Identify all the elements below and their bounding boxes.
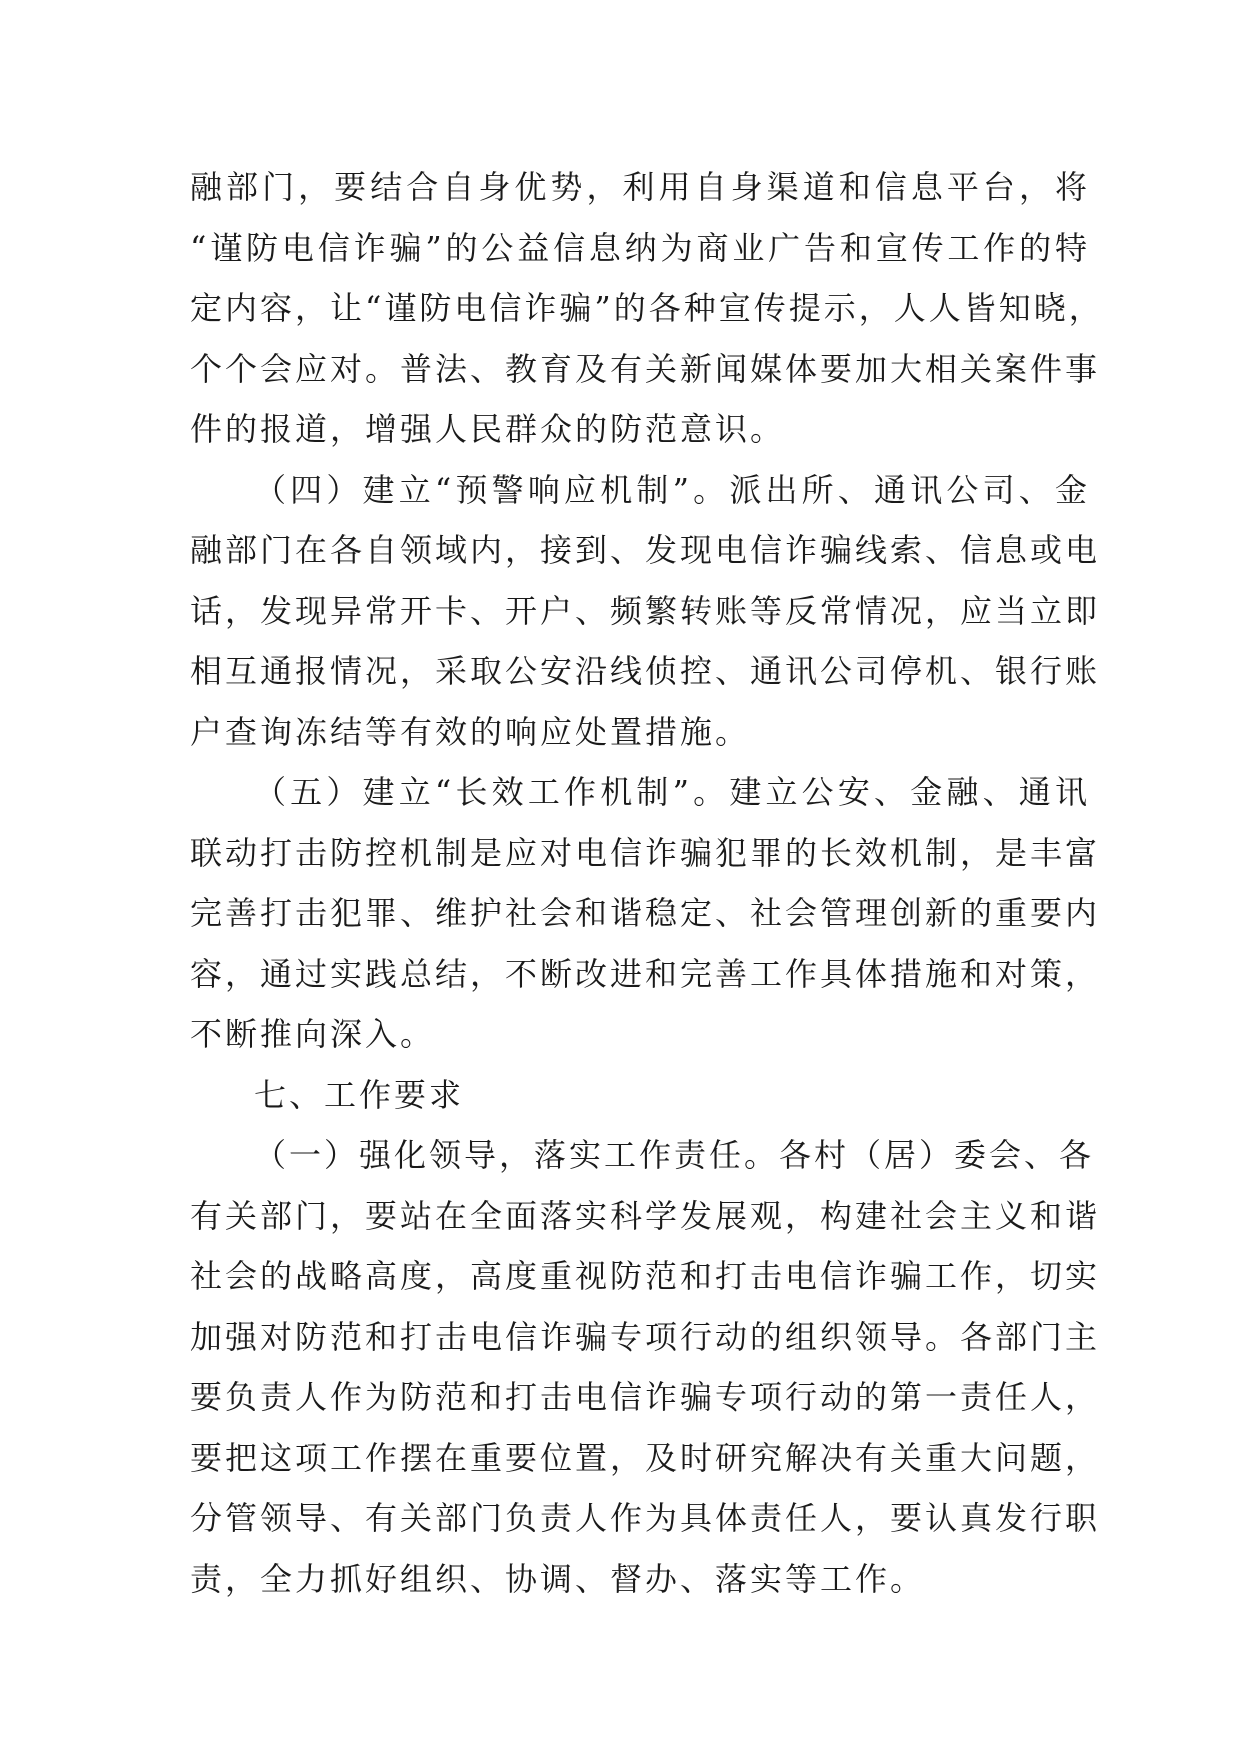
text-line: 完善打击犯罪、维护社会和谐稳定、社会管理创新的重要内 (190, 894, 1101, 932)
text-line: 个个会应对。普法、教育及有关新闻媒体要加大相关案件事 (190, 349, 1101, 388)
text-line: 不断推向深入。 (190, 1015, 436, 1053)
paragraph-start-line: （一）强化领导，落实工作责任。各村（居）委会、各 (254, 1136, 1095, 1174)
text-line: 要把这项工作摆在重要位置，及时研究解决有关重大问题， (190, 1438, 1101, 1477)
text-line: 加强对防范和打击电信诈骗专项行动的组织领导。各部门主 (190, 1317, 1101, 1356)
text-line: 件的报道，增强人民群众的防范意识。 (190, 410, 786, 448)
text-line: 话，发现异常开卡、开户、频繁转账等反常情况，应当立即 (190, 591, 1101, 630)
text-line: 分管领导、有关部门负责人作为具体责任人，要认真发行职 (190, 1499, 1101, 1537)
text-line: 联动打击防控机制是应对电信诈骗犯罪的长效机制，是丰富 (190, 833, 1101, 872)
text-line: 融部门在各自领域内，接到、发现电信诈骗线索、信息或电 (190, 531, 1101, 569)
text-line: 相互通报情况，采取公安沿线侦控、通讯公司停机、银行账 (190, 652, 1101, 690)
text-line: “谨防电信诈骗”的公益信息纳为商业广告和宣传工作的特 (190, 228, 1090, 267)
section-heading: 七、工作要求 (254, 1075, 465, 1114)
text-line: 户查询冻结等有效的响应处置措施。 (190, 712, 751, 751)
text-line: 容，通过实践总结，不断改进和完善工作具体措施和对策， (190, 954, 1101, 993)
text-line: 有关部门，要站在全面落实科学发展观，构建社会主义和谐 (190, 1196, 1101, 1235)
text-line: 责，全力抓好组织、协调、督办、落实等工作。 (190, 1559, 926, 1598)
text-line: 融部门，要结合自身优势，利用自身渠道和信息平台，将 (190, 168, 1090, 206)
paragraph-start-line: （四）建立“预警响应机制”。派出所、通讯公司、金 (254, 470, 1090, 509)
text-line: 定内容，让“谨防电信诈骗”的各种宣传提示，人人皆知晓， (190, 289, 1104, 327)
text-line: 社会的战略高度，高度重视防范和打击电信诈骗工作，切实 (190, 1257, 1101, 1295)
paragraph-start-line: （五）建立“长效工作机制”。建立公安、金融、通讯 (254, 773, 1090, 811)
text-line: 要负责人作为防范和打击电信诈骗专项行动的第一责任人， (190, 1378, 1101, 1416)
document-page (190, 157, 1104, 1609)
